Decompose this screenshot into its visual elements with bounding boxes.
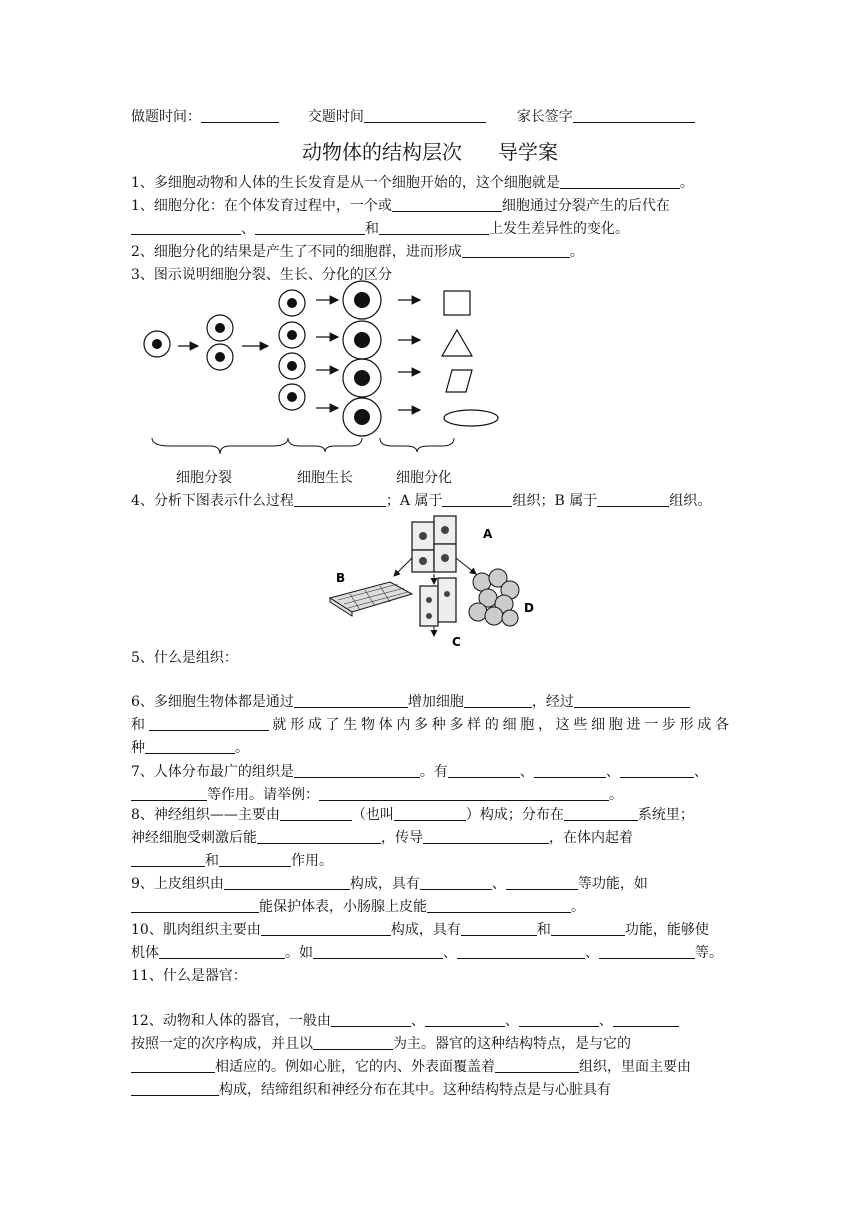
- q12-c: 为主。器官的这种结构特点，是与它的: [393, 1036, 631, 1052]
- q10-f: 。如: [285, 945, 313, 961]
- question-8a: [131, 805, 694, 825]
- q2-text: 2、细胞分化的结果是产生了不同的细胞群，进而形成: [131, 244, 462, 260]
- q1b-text-b: 细胞通过分裂产生的后代在: [501, 198, 670, 214]
- q7-e: 。: [609, 787, 623, 803]
- q8-d: 系统里；: [637, 807, 694, 823]
- q10-d: 功能，能够使: [624, 922, 709, 938]
- parent-sign-label: 家长签字: [516, 109, 573, 125]
- q10-c: 和: [536, 922, 551, 938]
- question-7b: [131, 785, 623, 805]
- q12-sep: 、: [410, 1013, 425, 1029]
- q4-text-a: 4、分析下图表示什么过程: [131, 493, 294, 509]
- q11-text: 11、什么是器官：: [131, 968, 247, 984]
- blank[interactable]: [420, 875, 492, 890]
- blank[interactable]: [425, 1012, 505, 1027]
- q8-a: 8、神经组织——主要由: [131, 807, 280, 823]
- tissue-diagram: [320, 508, 550, 648]
- submit-time-label: 交题时间: [307, 109, 364, 125]
- q1c-sep2: 和: [365, 221, 379, 237]
- question-10b: [131, 943, 723, 963]
- q10-e: 机体: [131, 945, 159, 961]
- question-12c: [131, 1057, 691, 1077]
- q6-c: ，经过: [531, 694, 574, 710]
- label-growth: 细胞生长: [297, 470, 353, 486]
- letter-c: C: [452, 635, 461, 648]
- blank[interactable]: [599, 944, 695, 959]
- square-shape: [444, 291, 470, 315]
- question-12b: [131, 1034, 631, 1054]
- q12-b: 按照一定的次序构成，并且以: [131, 1036, 313, 1052]
- question-6c: [131, 738, 249, 758]
- q6-b: 增加细胞: [407, 694, 464, 710]
- q1c-sep1: 、: [241, 221, 255, 237]
- q6-a: 6、多细胞生物体都是通过: [131, 694, 294, 710]
- blank[interactable]: [294, 693, 408, 708]
- q4-text-b: ；A 属于: [385, 493, 443, 509]
- question-7a: [131, 762, 708, 782]
- blank[interactable]: [551, 921, 625, 936]
- brace-division: [152, 438, 288, 454]
- question-12a: [131, 1011, 679, 1031]
- blank[interactable]: [564, 806, 638, 821]
- q8-i: 作用。: [291, 853, 333, 869]
- blank[interactable]: [149, 716, 269, 731]
- q6-d: 和: [131, 717, 149, 733]
- q9-e: 能保护体表，小肠腺上皮能: [259, 899, 427, 915]
- blank[interactable]: [294, 492, 386, 507]
- q7-c: 、: [693, 764, 708, 780]
- blank[interactable]: [159, 944, 285, 959]
- q7-d: 等作用。请举例：: [207, 787, 319, 803]
- q2-end: 。: [569, 244, 584, 260]
- cells-c: [420, 578, 456, 626]
- q9-c: 、: [491, 876, 506, 892]
- q8-b: （也叫: [351, 807, 394, 823]
- q12-e: 组织，里面主要由: [579, 1059, 691, 1075]
- brace-differentiation: [380, 438, 454, 452]
- q7-a: 7、人体分布最广的组织是: [131, 764, 294, 780]
- blank[interactable]: [461, 921, 537, 936]
- title-main: 动物体的结构层次: [302, 140, 462, 164]
- blank[interactable]: [131, 898, 259, 913]
- question-5: [131, 648, 238, 668]
- q4-text-d: 组织。: [669, 493, 712, 509]
- title-sub: 导学案: [498, 140, 558, 164]
- blank[interactable]: [597, 492, 669, 507]
- blank[interactable]: [448, 763, 520, 778]
- blank[interactable]: [280, 806, 352, 821]
- q9-f: 。: [571, 899, 585, 915]
- cell-cluster-a: [412, 516, 456, 572]
- q7-sep: 、: [519, 764, 534, 780]
- question-12d: [131, 1080, 611, 1100]
- q1b-text-a: 1、细胞分化：在个体发育过程中，一个或: [131, 198, 392, 214]
- cell-cluster-d: [469, 569, 519, 626]
- q12-a: 12、动物和人体的器官，一般由: [131, 1013, 331, 1029]
- brace-growth: [288, 438, 362, 452]
- q10-h: 等。: [695, 945, 723, 961]
- blank[interactable]: [313, 1035, 393, 1050]
- blank[interactable]: [457, 944, 585, 959]
- blank[interactable]: [257, 829, 381, 844]
- letter-a: A: [483, 527, 493, 541]
- q10-a: 10、肌肉组织主要由: [131, 922, 261, 938]
- question-11: [131, 966, 247, 986]
- blank[interactable]: [613, 1012, 679, 1027]
- q8-e: 神经细胞受刺激后能: [131, 830, 257, 846]
- q10-b: 构成，具有: [390, 922, 461, 938]
- blank[interactable]: [145, 739, 235, 754]
- q7-b: 。有: [419, 764, 448, 780]
- q10-g: 、: [585, 945, 599, 961]
- cell-process-diagram: [0, 0, 860, 470]
- blank[interactable]: [319, 786, 609, 801]
- q8-f: ，传导: [381, 830, 423, 846]
- blank[interactable]: [131, 1081, 219, 1096]
- label-division: 细胞分裂: [176, 470, 232, 486]
- blank[interactable]: [495, 1058, 579, 1073]
- blank[interactable]: [506, 875, 578, 890]
- q3-text: 3、图示说明细胞分裂、生长、分化的区分: [131, 267, 392, 283]
- blank[interactable]: [442, 492, 512, 507]
- q10-g: 、: [443, 945, 457, 961]
- triangle-shape: [442, 330, 472, 356]
- q9-d: 等功能，如: [577, 876, 648, 892]
- blank[interactable]: [224, 875, 350, 890]
- blank[interactable]: [294, 763, 420, 778]
- blank[interactable]: [131, 1058, 215, 1073]
- q12-d: 相适应的。例如心脏，它的内、外表面覆盖着: [215, 1059, 495, 1075]
- blank[interactable]: [464, 693, 532, 708]
- blank[interactable]: [394, 806, 466, 821]
- blank[interactable]: [313, 944, 443, 959]
- q7-sep: 、: [605, 764, 620, 780]
- q12-sep: 、: [504, 1013, 519, 1029]
- blank[interactable]: [519, 1012, 599, 1027]
- letter-d: D: [524, 601, 534, 615]
- q1a-end: 。: [679, 175, 694, 191]
- question-9a: [131, 874, 648, 894]
- blank[interactable]: [427, 898, 571, 913]
- blank[interactable]: [131, 852, 205, 867]
- q12-sep: 、: [598, 1013, 613, 1029]
- q1c-end: 上发生差异性的变化。: [489, 221, 629, 237]
- question-10a: [131, 920, 709, 940]
- blank[interactable]: [620, 763, 694, 778]
- question-6b: [131, 715, 729, 735]
- ellipse-shape: [444, 410, 498, 426]
- q12-f: 构成，结缔组织和神经分布在其中。这种结构特点是与心脏具有: [219, 1082, 611, 1098]
- question-8b: [131, 828, 633, 848]
- q8-h: 和: [205, 853, 219, 869]
- q6-g: 。: [235, 740, 249, 756]
- q8-g: ，在体内起着: [549, 830, 633, 846]
- q6-e: 就形成了生物体内多种多样的细胞，这些细胞进一步形成各: [268, 717, 730, 733]
- blank[interactable]: [261, 921, 391, 936]
- q8-c: ）构成；分布在: [465, 807, 564, 823]
- parallelogram-shape: [446, 370, 472, 392]
- blank[interactable]: [534, 763, 606, 778]
- q6-f: 种: [131, 740, 145, 756]
- q5-text: 5、什么是组织：: [131, 650, 238, 666]
- q9-a: 9、上皮组织由: [131, 876, 224, 892]
- blank[interactable]: [423, 829, 549, 844]
- blank[interactable]: [574, 693, 690, 708]
- q9-b: 构成，具有: [349, 876, 420, 892]
- question-9b: [131, 897, 585, 917]
- q1a-text: 1、多细胞动物和人体的生长发育是从一个细胞开始的，这个细胞就是: [131, 175, 560, 191]
- blank[interactable]: [331, 1012, 411, 1027]
- work-time-label: 做题时间：: [131, 109, 201, 125]
- question-6a: [131, 692, 690, 712]
- q4-text-c: 组织；B 属于: [512, 493, 598, 509]
- letter-b: B: [336, 571, 346, 585]
- blank[interactable]: [131, 786, 207, 801]
- label-differentiation: 细胞分化: [396, 470, 452, 486]
- blank[interactable]: [219, 852, 291, 867]
- question-8c: [131, 851, 333, 871]
